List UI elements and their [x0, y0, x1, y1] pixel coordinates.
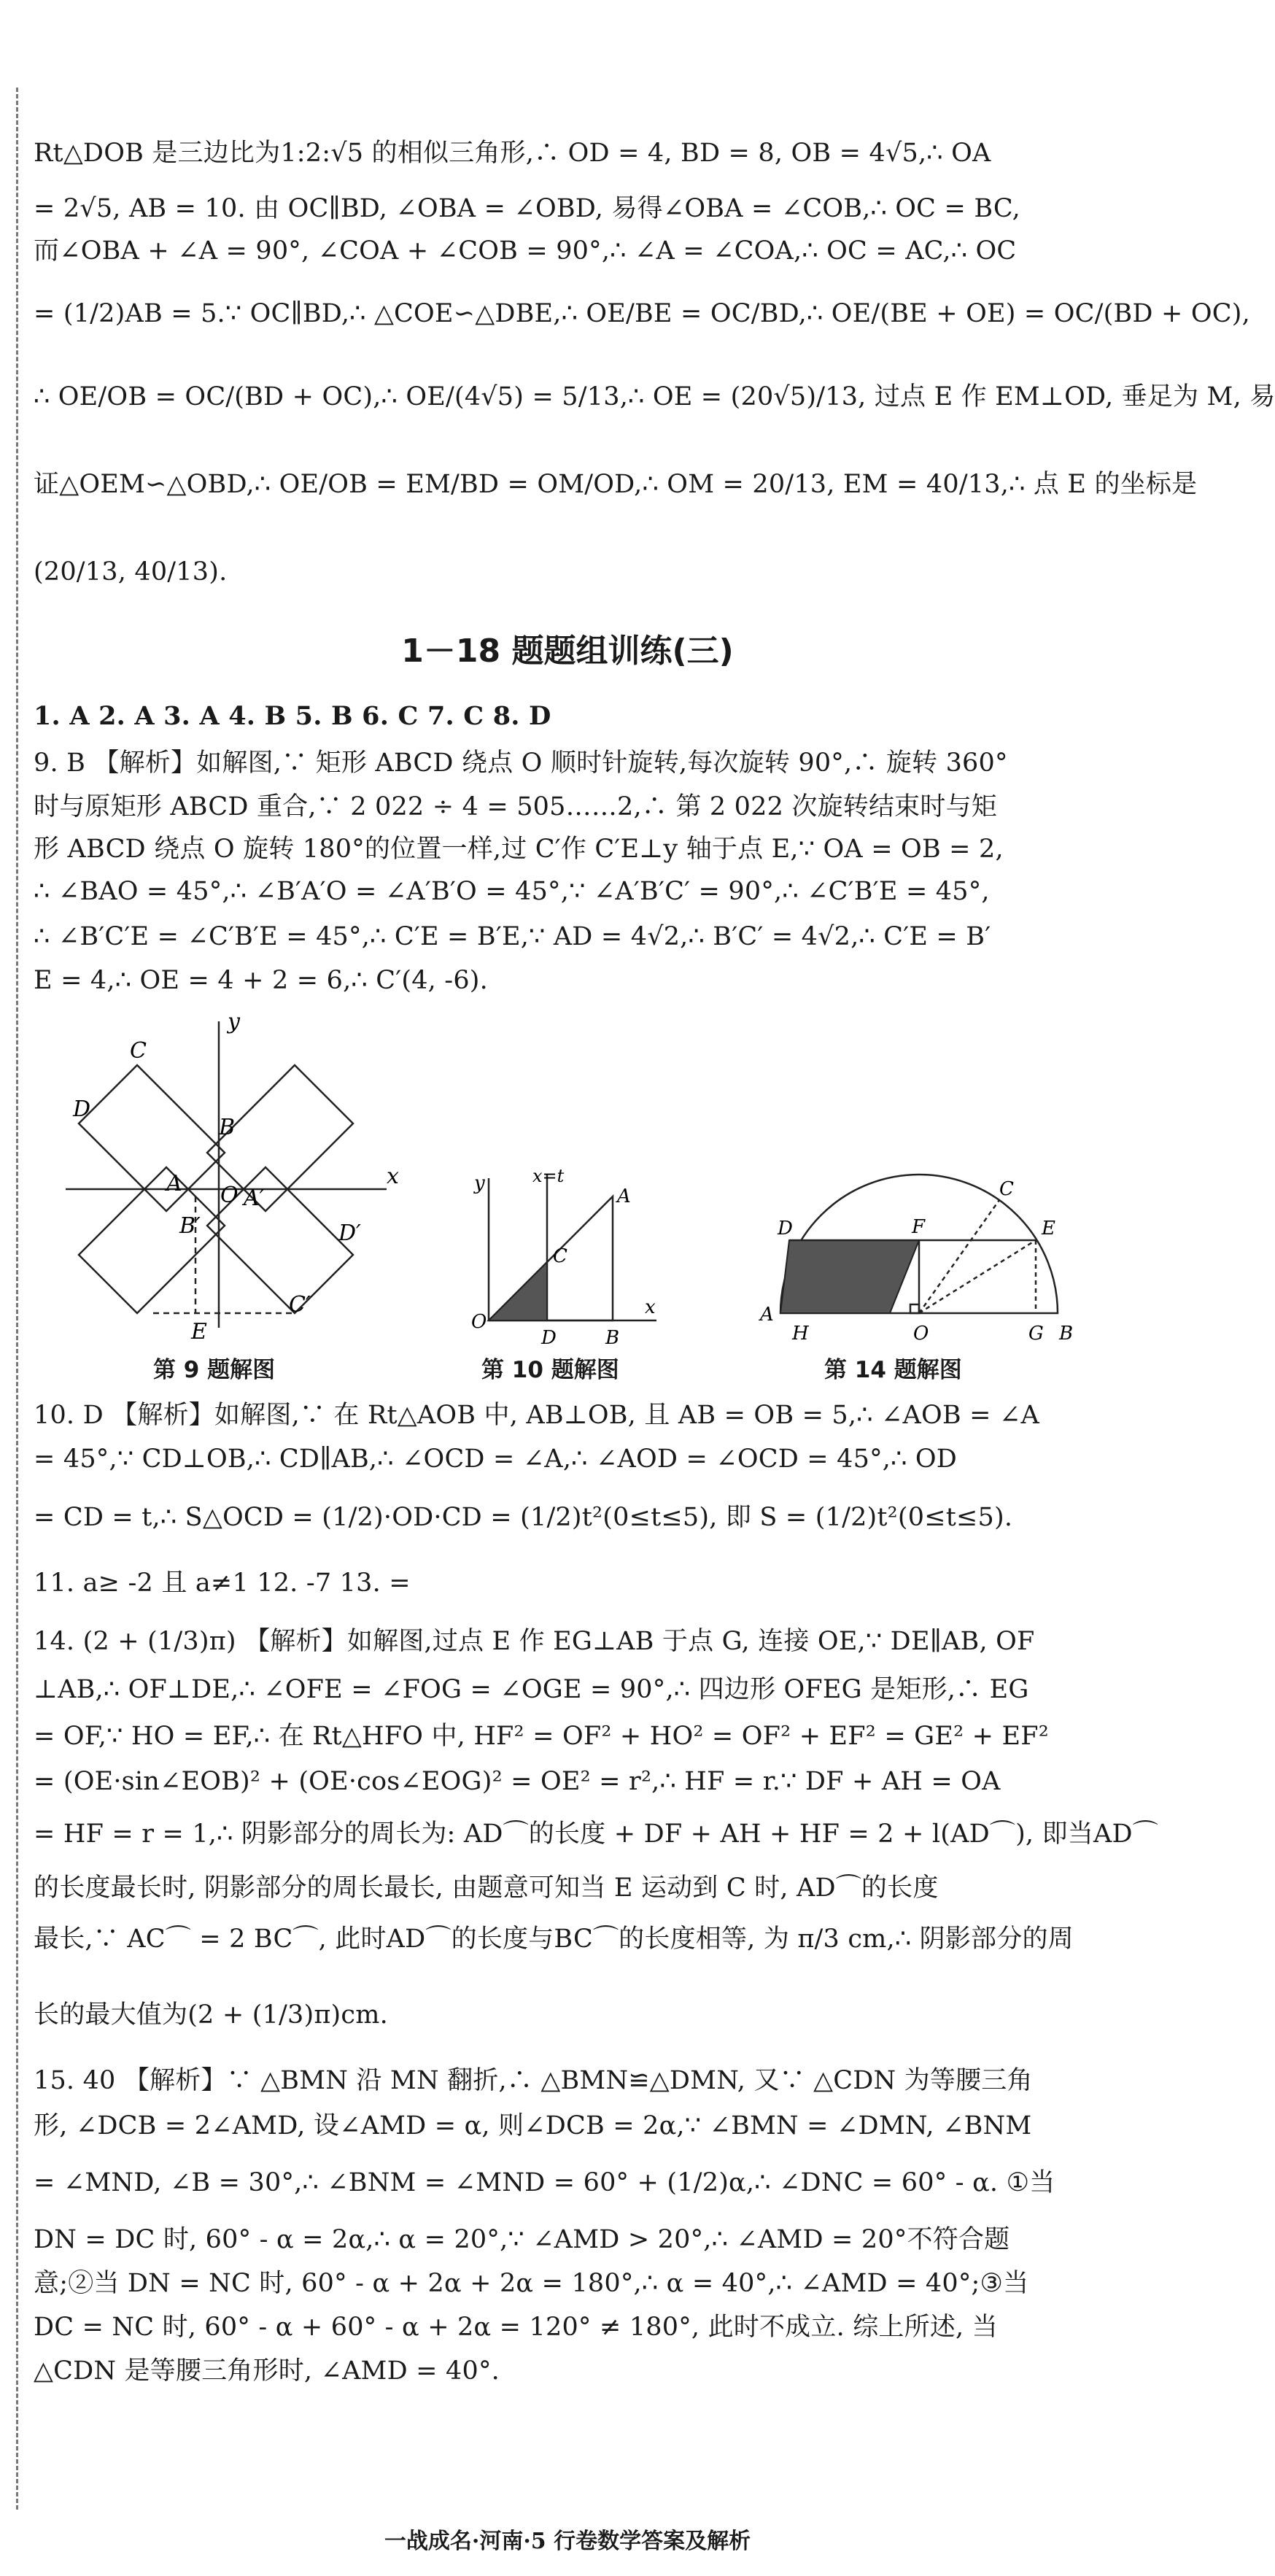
q10-line: = 45°,∵ CD⊥OB,∴ CD∥AB,∴ ∠OCD = ∠A,∴ ∠AOD = ∠OCD = 45°,∴ OD — [34, 1444, 958, 1474]
fig14-label: D — [778, 1218, 793, 1239]
fig14-label: B — [1059, 1323, 1074, 1345]
dashed-margin-rule — [16, 88, 18, 2510]
fig9-label: A′ — [244, 1185, 265, 1211]
fig9-label: D — [73, 1096, 91, 1122]
fig14-label: G — [1028, 1323, 1044, 1345]
fig10-label: y — [474, 1172, 485, 1194]
fig14-label: O — [913, 1323, 929, 1345]
q9-line: 9. B 【解析】如解图,∵ 矩形 ABCD 绕点 O 顺时针旋转,每次旋转 90°,∴ 旋转 360° — [34, 749, 1008, 778]
fig9-label: D′ — [338, 1221, 361, 1246]
q9-line: 时与原矩形 ABCD 重合,∵ 2 022 ÷ 4 = 505……2,∴ 第 2 022 次旋转结束时与矩 — [34, 792, 997, 821]
q9-line: E = 4,∴ OE = 4 + 2 = 6,∴ C′(4, -6). — [34, 966, 488, 995]
fig14-label: H — [792, 1323, 809, 1345]
q14-line: = HF = r = 1,∴ 阴影部分的周长为: AD⌒的长度 + DF + AH + HF = 2 + l(AD⌒), 即当AD⌒ — [34, 1819, 1158, 1849]
text-line: 证△OEM∽△OBD,∴ OE/OB = EM/BD = OM/OD,∴ OM = 20/13, EM = 40/13,∴ 点 E 的坐标是 — [34, 470, 1198, 499]
text-line: 而∠OBA + ∠A = 90°, ∠COA + ∠COB = 90°,∴ ∠A = ∠COA,∴ OC = AC,∴ OC — [34, 236, 1017, 266]
fig9-label: x — [387, 1164, 399, 1189]
q14-line: ⊥AB,∴ OF⊥DE,∴ ∠OFE = ∠FOG = ∠OGE = 90°,∴ 四边形 OFEG 是矩形,∴ EG — [34, 1675, 1029, 1704]
q9-line: ∴ ∠BAO = 45°,∴ ∠B′A′O = ∠A′B′O = 45°,∵ ∠A′B′C′ = 90°,∴ ∠C′B′E = 45°, — [34, 877, 990, 906]
text-line: ∴ OE/OB = OC/(BD + OC),∴ OE/(4√5) = 5/13,∴ OE = (20√5)/13, 过点 E 作 EM⊥OD, 垂足为 M, 易 — [34, 382, 1275, 411]
figure-9-caption: 第 9 题解图 — [153, 1357, 276, 1383]
q11-13-line: 11. a≥ -2 且 a≠1 12. -7 13. = — [34, 1569, 411, 1598]
fig9-label: O — [220, 1183, 239, 1208]
fig10-label: B — [605, 1327, 620, 1349]
q10-line: = CD = t,∴ S△OCD = (1/2)·OD·CD = (1/2)t²(0≤t≤5), 即 S = (1/2)t²(0≤t≤5). — [34, 1503, 1013, 1532]
q15-line: DC = NC 时, 60° - α + 60° - α + 2α = 120° ≠ 180°, 此时不成立. 综上所述, 当 — [34, 2313, 998, 2342]
figure-10-diagram — [460, 1167, 678, 1350]
fig9-label: C — [130, 1038, 147, 1064]
fig14-label: F — [912, 1216, 926, 1238]
fig10-label: x — [645, 1296, 656, 1318]
fig14-label: A — [760, 1304, 774, 1326]
fig10-label: x=t — [532, 1166, 565, 1186]
figure-14-diagram — [744, 1167, 1094, 1350]
q15-line: 形, ∠DCB = 2∠AMD, 设∠AMD = α, 则∠DCB = 2α,∵ ∠BMN = ∠DMN, ∠BNM — [34, 2111, 1032, 2140]
fig9-label: C′ — [289, 1292, 311, 1318]
fig10-label: A — [617, 1185, 631, 1207]
section-title: 1－18 题题组训练(三) — [401, 633, 734, 670]
fig10-label: C — [553, 1245, 567, 1267]
figure-9-diagram — [44, 1007, 423, 1345]
q14-line: = (OE·sin∠EOB)² + (OE·cos∠EOG)² = OE² = r²,∴ HF = r.∵ DF + AH = OA — [34, 1767, 1001, 1796]
text-line: = 2√5, AB = 10. 由 OC∥BD, ∠OBA = ∠OBD, 易得∠OBA = ∠COB,∴ OC = BC, — [34, 194, 1020, 223]
q14-line: 14. (2 + (1/3)π) 【解析】如解图,过点 E 作 EG⊥AB 于点 G, 连接 OE,∵ DE∥AB, OF — [34, 1627, 1035, 1656]
fig10-label: O — [471, 1311, 487, 1333]
fig9-label: y — [228, 1009, 240, 1034]
figure-14-caption: 第 14 题解图 — [824, 1357, 962, 1383]
q14-line: 最长,∵ AC⌒ = 2 BC⌒, 此时AD⌒的长度与BC⌒的长度相等, 为 π/3 cm,∴ 阴影部分的周 — [34, 1925, 1074, 1954]
page-footer: 一战成名·河南·5 行卷数学答案及解析 — [384, 2529, 751, 2554]
q14-line: = OF,∵ HO = EF,∴ 在 Rt△HFO 中, HF² = OF² + HO² = OF² + EF² = GE² + EF² — [34, 1722, 1049, 1751]
q14-line: 的长度最长时, 阴影部分的周长最长, 由题意可知当 E 运动到 C 时, AD⌒的长度 — [34, 1873, 939, 1903]
q9-line: ∴ ∠B′C′E = ∠C′B′E = 45°,∴ C′E = B′E,∵ AD = 4√2,∴ B′C′ = 4√2,∴ C′E = B′ — [34, 922, 991, 951]
fig14-label: C — [999, 1178, 1014, 1200]
q15-line: 意;②当 DN = NC 时, 60° - α + 2α + 2α = 180°,∴ α = 40°,∴ ∠AMD = 40°;③当 — [34, 2269, 1029, 2298]
figure-10-caption: 第 10 题解图 — [481, 1357, 619, 1383]
fig9-label: A — [166, 1171, 182, 1196]
fig10-label: D — [541, 1327, 557, 1349]
fig9-label: B — [219, 1115, 236, 1140]
text-line: (20/13, 40/13). — [34, 557, 228, 587]
q15-line: DN = DC 时, 60° - α = 2α,∴ α = 20°,∵ ∠AMD > 20°,∴ ∠AMD = 20°不符合题 — [34, 2225, 1010, 2254]
fig14-label: E — [1042, 1218, 1055, 1239]
q9-line: 形 ABCD 绕点 O 旋转 180°的位置一样,过 C′作 C′E⊥y 轴于点 E,∵ OA = OB = 2, — [34, 835, 1004, 864]
q15-line: △CDN 是等腰三角形时, ∠AMD = 40°. — [34, 2356, 500, 2386]
q14-line: 长的最大值为(2 + (1/3)π)cm. — [34, 2000, 388, 2030]
q15-line: 15. 40 【解析】∵ △BMN 沿 MN 翻折,∴ △BMN≌△DMN, 又∵ △CDN 为等腰三角 — [34, 2066, 1033, 2095]
answers-line: 1. A 2. A 3. A 4. B 5. B 6. C 7. C 8. D — [34, 701, 551, 731]
text-line: = (1/2)AB = 5.∵ OC∥BD,∴ △COE∽△DBE,∴ OE/BE = OC/BD,∴ OE/(BE + OE) = OC/(BD + OC), — [34, 299, 1250, 328]
fig9-label: B′ — [179, 1213, 201, 1239]
fig9-label: E — [191, 1319, 207, 1345]
q15-line: = ∠MND, ∠B = 30°,∴ ∠BNM = ∠MND = 60° + (1/2)α,∴ ∠DNC = 60° - α. ①当 — [34, 2168, 1055, 2197]
text-line: Rt△DOB 是三边比为1:2:√5 的相似三角形,∴ OD = 4, BD = 8, OB = 4√5,∴ OA — [34, 139, 991, 168]
q10-line: 10. D 【解析】如解图,∵ 在 Rt△AOB 中, AB⊥OB, 且 AB = OB = 5,∴ ∠AOB = ∠A — [34, 1401, 1040, 1430]
